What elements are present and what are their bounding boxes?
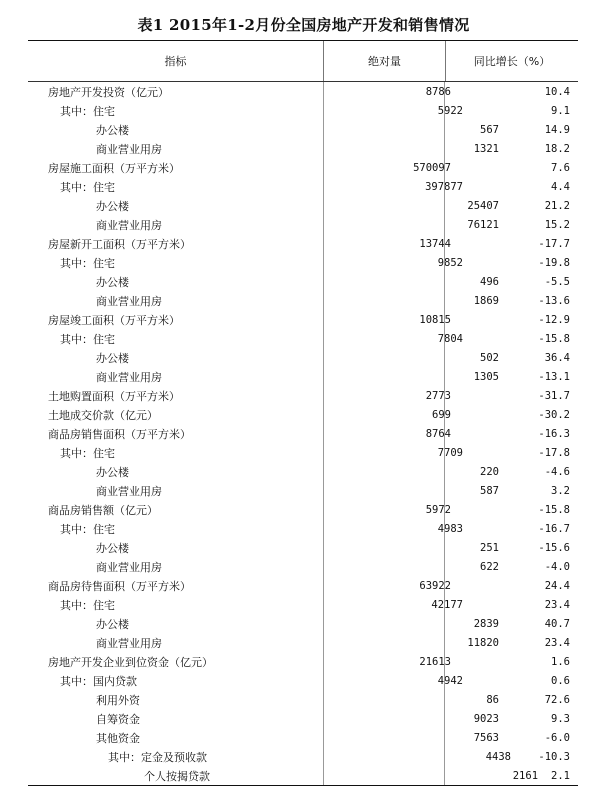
row-growth-value: 4.4 bbox=[551, 180, 570, 193]
row-label: 商品房销售面积（万平方米） bbox=[48, 427, 191, 441]
row-label: 其中：住宅 bbox=[60, 256, 115, 270]
row-growth-value: -19.8 bbox=[538, 256, 570, 269]
row-growth-value: -15.8 bbox=[538, 332, 570, 345]
row-growth-value: -15.6 bbox=[538, 541, 570, 554]
row-absolute-value: 397877 bbox=[425, 180, 463, 193]
row-absolute-value: 4983 bbox=[437, 522, 463, 535]
row-absolute-value: 2161 bbox=[512, 769, 539, 782]
row-growth-value: -16.7 bbox=[538, 522, 570, 535]
row-absolute-value: 570097 bbox=[413, 161, 451, 174]
table-body bbox=[28, 82, 578, 785]
row-absolute-value: 7709 bbox=[437, 446, 463, 459]
row-label: 房地产开发投资（亿元） bbox=[48, 85, 169, 99]
row-growth-value: 14.9 bbox=[544, 123, 570, 136]
table-row bbox=[28, 367, 578, 386]
row-absolute-value: 699 bbox=[432, 408, 451, 421]
row-label: 房屋施工面积（万平方米） bbox=[48, 161, 180, 175]
row-absolute-value: 567 bbox=[480, 123, 499, 136]
row-growth-value: 1.6 bbox=[551, 655, 570, 668]
row-label: 办公楼 bbox=[96, 541, 129, 555]
row-label: 办公楼 bbox=[96, 199, 129, 213]
table-row bbox=[28, 424, 578, 443]
row-absolute-value: 622 bbox=[480, 560, 499, 573]
row-label: 商业营业用房 bbox=[96, 218, 162, 232]
row-label: 商业营业用房 bbox=[96, 636, 162, 650]
row-absolute-value: 220 bbox=[480, 465, 499, 478]
row-absolute-value: 1321 bbox=[473, 142, 499, 155]
row-absolute-value: 7563 bbox=[473, 731, 499, 744]
table-row bbox=[28, 481, 578, 500]
table-row bbox=[28, 139, 578, 158]
table-row bbox=[28, 310, 578, 329]
row-absolute-value: 76121 bbox=[467, 218, 499, 231]
row-absolute-value: 8764 bbox=[425, 427, 451, 440]
row-growth-value: -13.6 bbox=[538, 294, 570, 307]
row-absolute-value: 2773 bbox=[425, 389, 451, 402]
row-label: 其中：住宅 bbox=[60, 332, 115, 346]
row-absolute-value: 496 bbox=[480, 275, 499, 288]
row-absolute-value: 5972 bbox=[425, 503, 451, 516]
row-growth-value: 40.7 bbox=[544, 617, 570, 630]
header-absolute: 绝对量 bbox=[323, 41, 445, 81]
row-label: 商品房待售面积（万平方米） bbox=[48, 579, 191, 593]
table-row bbox=[28, 500, 578, 519]
row-label: 办公楼 bbox=[96, 351, 129, 365]
table-row bbox=[28, 576, 578, 595]
row-growth-value: -31.7 bbox=[538, 389, 570, 402]
table-row bbox=[28, 671, 578, 690]
row-label: 其中：住宅 bbox=[60, 180, 115, 194]
table-row bbox=[28, 329, 578, 348]
row-label: 利用外资 bbox=[96, 693, 140, 707]
row-label: 商品房销售额（亿元） bbox=[48, 503, 158, 517]
header-growth: 同比增长（%） bbox=[445, 41, 578, 81]
row-label: 房地产开发企业到位资金（亿元） bbox=[48, 655, 213, 669]
row-growth-value: 72.6 bbox=[544, 693, 570, 706]
table-row bbox=[28, 443, 578, 462]
row-growth-value: 23.4 bbox=[544, 636, 570, 649]
row-label: 其中：住宅 bbox=[60, 446, 115, 460]
row-absolute-value: 4438 bbox=[485, 750, 511, 763]
row-label: 商业营业用房 bbox=[96, 294, 162, 308]
row-label: 其中：定金及预收款 bbox=[108, 750, 207, 764]
table-row bbox=[28, 215, 578, 234]
row-absolute-value: 9023 bbox=[473, 712, 499, 725]
row-label: 办公楼 bbox=[96, 617, 129, 631]
row-label: 其中：住宅 bbox=[60, 598, 115, 612]
table-row bbox=[28, 291, 578, 310]
table-row bbox=[28, 177, 578, 196]
row-absolute-value: 1305 bbox=[473, 370, 499, 383]
row-growth-value: 7.6 bbox=[551, 161, 570, 174]
row-growth-value: 23.4 bbox=[544, 598, 570, 611]
row-absolute-value: 86 bbox=[486, 693, 499, 706]
table-row bbox=[28, 348, 578, 367]
table-row bbox=[28, 766, 578, 785]
row-growth-value: -17.8 bbox=[538, 446, 570, 459]
row-growth-value: 18.2 bbox=[544, 142, 570, 155]
table-row bbox=[28, 386, 578, 405]
row-label: 土地购置面积（万平方米） bbox=[48, 389, 180, 403]
table-row bbox=[28, 462, 578, 481]
table-row bbox=[28, 519, 578, 538]
row-absolute-value: 13744 bbox=[419, 237, 451, 250]
row-absolute-value: 2839 bbox=[473, 617, 499, 630]
row-absolute-value: 502 bbox=[480, 351, 499, 364]
row-label: 办公楼 bbox=[96, 465, 129, 479]
row-absolute-value: 1869 bbox=[473, 294, 499, 307]
table-row bbox=[28, 614, 578, 633]
row-growth-value: -4.0 bbox=[544, 560, 570, 573]
row-label: 办公楼 bbox=[96, 123, 129, 137]
row-growth-value: 9.1 bbox=[551, 104, 570, 117]
column-divider bbox=[444, 82, 445, 785]
row-absolute-value: 251 bbox=[480, 541, 499, 554]
row-label: 商业营业用房 bbox=[96, 560, 162, 574]
row-growth-value: -12.9 bbox=[538, 313, 570, 326]
row-absolute-value: 63922 bbox=[419, 579, 451, 592]
row-label: 房屋新开工面积（万平方米） bbox=[48, 237, 191, 251]
row-label: 商业营业用房 bbox=[96, 484, 162, 498]
table-bottom-rule bbox=[28, 785, 578, 786]
row-growth-value: -5.5 bbox=[544, 275, 570, 288]
row-absolute-value: 10815 bbox=[419, 313, 451, 326]
table-row bbox=[28, 405, 578, 424]
column-divider bbox=[323, 82, 324, 785]
row-absolute-value: 587 bbox=[480, 484, 499, 497]
table-row bbox=[28, 272, 578, 291]
row-label: 自筹资金 bbox=[96, 712, 140, 726]
row-absolute-value: 25407 bbox=[467, 199, 499, 212]
row-growth-value: -4.6 bbox=[544, 465, 570, 478]
row-label: 商业营业用房 bbox=[96, 370, 162, 384]
row-label: 房屋竣工面积（万平方米） bbox=[48, 313, 180, 327]
row-growth-value: -6.0 bbox=[544, 731, 570, 744]
row-absolute-value: 7804 bbox=[437, 332, 463, 345]
table-row bbox=[28, 557, 578, 576]
table-row bbox=[28, 253, 578, 272]
row-growth-value: -13.1 bbox=[538, 370, 570, 383]
row-growth-value: -15.8 bbox=[538, 503, 570, 516]
row-growth-value: 3.2 bbox=[551, 484, 570, 497]
row-growth-value: 10.4 bbox=[544, 85, 570, 98]
row-absolute-value: 21613 bbox=[419, 655, 451, 668]
row-absolute-value: 9852 bbox=[437, 256, 463, 269]
row-absolute-value: 4942 bbox=[437, 674, 463, 687]
row-growth-value: -17.7 bbox=[538, 237, 570, 250]
row-absolute-value: 8786 bbox=[425, 85, 451, 98]
row-label: 其中：住宅 bbox=[60, 104, 115, 118]
row-growth-value: 9.3 bbox=[551, 712, 570, 725]
table-row bbox=[28, 633, 578, 652]
row-growth-value: 15.2 bbox=[544, 218, 570, 231]
table-row bbox=[28, 196, 578, 215]
row-growth-value: 0.6 bbox=[551, 674, 570, 687]
row-label: 办公楼 bbox=[96, 275, 129, 289]
table-row bbox=[28, 234, 578, 253]
row-growth-value: -10.3 bbox=[538, 750, 570, 763]
row-label: 其中：国内贷款 bbox=[60, 674, 137, 688]
table-row bbox=[28, 728, 578, 747]
row-label: 其中：住宅 bbox=[60, 522, 115, 536]
row-growth-value: 21.2 bbox=[544, 199, 570, 212]
header-indicator: 指标 bbox=[164, 55, 187, 68]
table-row bbox=[28, 595, 578, 614]
row-absolute-value: 42177 bbox=[431, 598, 463, 611]
table-row bbox=[28, 690, 578, 709]
table-row bbox=[28, 120, 578, 139]
row-label: 其他资金 bbox=[96, 731, 140, 745]
table-row bbox=[28, 652, 578, 671]
row-growth-value: 2.1 bbox=[551, 769, 570, 782]
table-row bbox=[28, 82, 578, 101]
row-label: 土地成交价款（亿元） bbox=[48, 408, 158, 422]
table-row bbox=[28, 747, 578, 766]
table-row bbox=[28, 101, 578, 120]
row-label: 个人按揭贷款 bbox=[144, 769, 210, 783]
table-header bbox=[28, 41, 578, 81]
table-row bbox=[28, 538, 578, 557]
row-absolute-value: 5922 bbox=[437, 104, 463, 117]
row-growth-value: -30.2 bbox=[538, 408, 570, 421]
table-title: 表1 2015年1-2月份全国房地产开发和销售情况 bbox=[137, 16, 470, 34]
row-label: 商业营业用房 bbox=[96, 142, 162, 156]
row-absolute-value: 11820 bbox=[467, 636, 499, 649]
row-growth-value: 24.4 bbox=[544, 579, 570, 592]
data-table bbox=[28, 40, 578, 786]
table-row bbox=[28, 158, 578, 177]
row-growth-value: 36.4 bbox=[544, 351, 570, 364]
row-growth-value: -16.3 bbox=[538, 427, 570, 440]
table-row bbox=[28, 709, 578, 728]
